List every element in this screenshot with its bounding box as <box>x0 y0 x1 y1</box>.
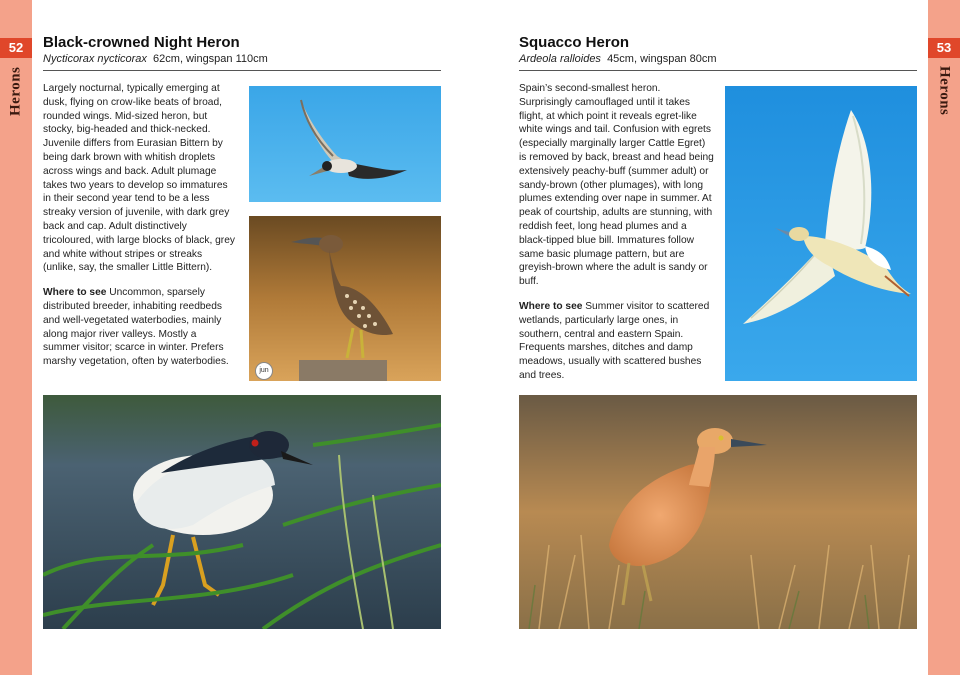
species-text <box>43 82 235 380</box>
species-text <box>519 82 715 394</box>
where-text: Summer visitor to scattered wetlands, particularly large ones, in southern, central and eastern Spain. Frequents marshes, ditches and damp meadows, usually with scattered bushes and trees. <box>519 300 710 381</box>
species-subtitle <box>519 53 717 65</box>
page-number-right: 53 <box>928 38 960 58</box>
measurements: 45cm, wingspan 80cm <box>607 53 717 65</box>
photo-night-heron-juvenile <box>249 216 441 381</box>
where-label: Where to see <box>43 287 107 299</box>
description: Spain’s second-smallest heron. Surprisingly camouflaged until it takes flight, at which point it reveals egret-like white wings and tail. Confusion with egrets (especially marginally larger Cattle Egret) is removed by back, breast and head being extensively peachy-buff (summer adult) or sandy-brown (other plumages), with long plumes extending over nape in summer. At peak of courtship, adults are stunning, with reddish feet, long head plumes and a black-tipped blue bill. Immatures follow same basic plumage pattern, but are greyish-brown where the adult is sandy or buff. <box>519 83 714 288</box>
scientific-name: Nycticorax nycticorax <box>43 53 147 65</box>
left-side-band <box>0 0 32 675</box>
photo-credit-badge: jun <box>255 362 273 380</box>
measurements: 62cm, wingspan 110cm <box>153 53 268 65</box>
species-subtitle <box>43 53 268 65</box>
photo-squacco-heron-flying <box>725 86 917 381</box>
where-text: Uncommon, sparsely distributed breeder, inhabiting reedbeds and well-vegetated waterbodies, mainly along major river valleys. Mostly a summer visitor; scarce in winter. Prefers marshy vegetation, often by waterbodies. <box>43 287 229 368</box>
page-number-left: 52 <box>0 38 32 58</box>
scientific-name: Ardeola ralloides <box>519 53 601 65</box>
title-rule <box>519 70 917 71</box>
where-to-see <box>519 300 715 383</box>
right-side-band <box>928 0 960 675</box>
species-title: Squacco Heron <box>519 34 630 51</box>
photo-squacco-heron-ground <box>519 395 917 629</box>
where-label: Where to see <box>519 300 583 312</box>
section-label-right: Herons <box>936 66 953 116</box>
photo-night-heron-flying <box>249 86 441 202</box>
where-to-see <box>43 286 235 369</box>
photo-night-heron-adult <box>43 395 441 629</box>
species-title: Black-crowned Night Heron <box>43 34 240 51</box>
section-label-left: Herons <box>7 66 24 116</box>
title-rule <box>43 70 441 71</box>
description: Largely nocturnal, typically emerging at dusk, flying on crow-like beats of broad, rounded wings. Mid-sized heron, but stocky, big-headed and thick-necked. Juvenile differs from Eurasian Bittern by being dark brown with whitish droplets across wings and back. Adult plumage takes two years to develop so immatures in their second year tend to be a less streaky version of juvenile, with dark grey back and cap. Adult distinctively tricoloured, with large blocks of black, grey and white without stripes or streaks (unlike, say, the smaller Little Bittern). <box>43 83 235 274</box>
